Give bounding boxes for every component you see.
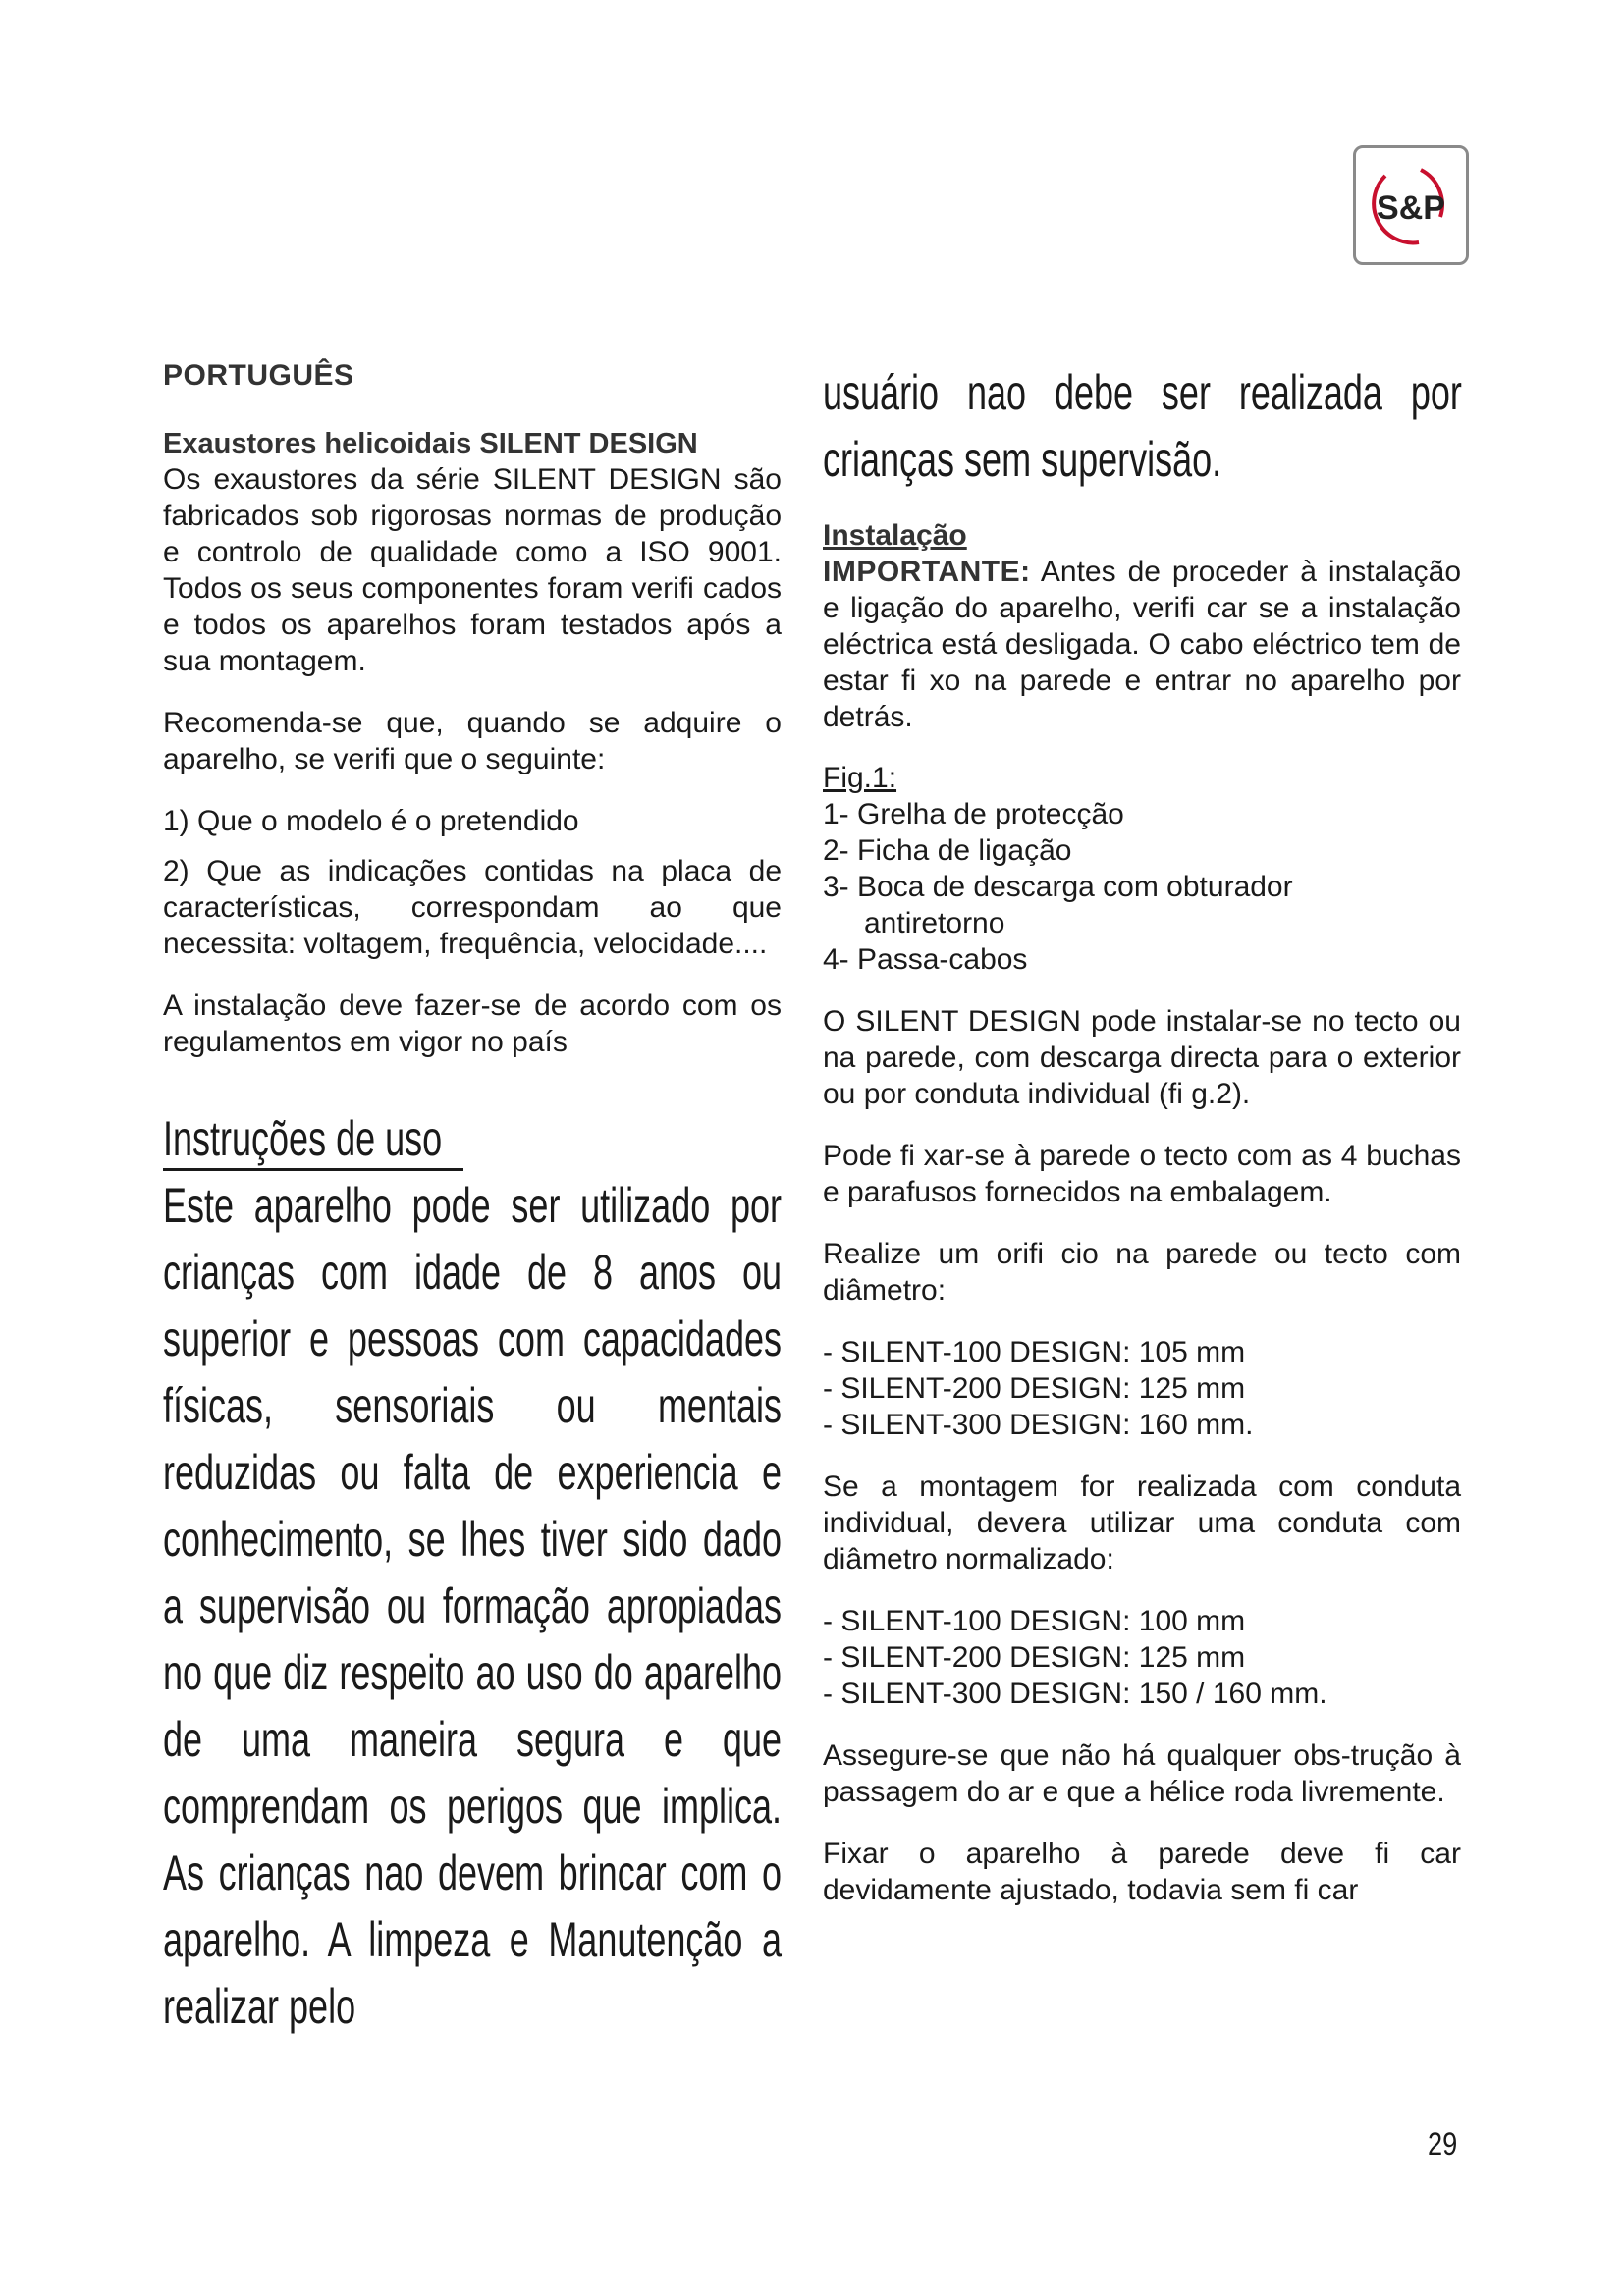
hole-size-3: - SILENT-300 DESIGN: 160 mm.: [823, 1409, 1254, 1441]
hole-paragraph: Realize um orifi cio na parede ou tecto com diâmetro:: [823, 1238, 1461, 1307]
recommendation-paragraph: Recomenda-se que, quando se adquire o aparelho, se verifi que o seguinte:: [163, 707, 782, 775]
duct-size-3: - SILENT-300 DESIGN: 150 / 160 mm.: [823, 1678, 1327, 1710]
left-column: [163, 359, 782, 2040]
logo-text: S&P: [1377, 189, 1445, 227]
fig-item-4: 4- Passa-cabos: [823, 943, 1028, 976]
usage-text: Este aparelho pode ser utilizado por crianças com idade de 8 anos ou superior e pessoas com capacidades físicas, sensoriais ou mentais reduzidas ou falta de experiencia e conhecimento, se lhes tiver sido dado a supervisão ou formação apropiadas no que diz respeito ao uso do aparelho de uma maneira segura e que comprendam os perigos que implica. As crianças nao devem brincar com o aparelho. A limpeza e Manutenção a realizar pelo: [163, 1178, 782, 2034]
check-item-2: 2) Que as indicações contidas na placa de características, correspondam ao que necessita: voltagem, frequência, velocidade....: [163, 855, 782, 960]
installation-paragraph: O SILENT DESIGN pode instalar-se no tecto ou na parede, com descarga directa para o exterior ou por conduta individual (fi g.2).: [823, 1005, 1461, 1110]
check-item-1: 1) Que o modelo é o pretendido: [163, 805, 579, 837]
usage-heading: [163, 1109, 782, 1172]
fig-item-2: 2- Ficha de ligação: [823, 834, 1072, 867]
product-title: Exaustores helicoidais SILENT DESIGN: [163, 428, 698, 459]
important-label: IMPORTANTE:: [823, 556, 1031, 588]
airflow-paragraph: Assegure-se que não há qualquer obs-trução à passagem do ar e que a hélice roda livremente.: [823, 1739, 1461, 1808]
important-paragraph: [823, 554, 1461, 735]
brand-logo: [1353, 145, 1469, 265]
figure-title: Fig.1:: [823, 762, 897, 794]
duct-size-2: - SILENT-200 DESIGN: 125 mm: [823, 1641, 1246, 1674]
language-label: PORTUGUÊS: [163, 359, 354, 392]
regulation-paragraph: A instalação deve fazer-se de acordo com os regulamentos em vigor no país: [163, 989, 782, 1058]
right-column: [823, 359, 1461, 1908]
fig-item-3: 3- Boca de descarga com obturador: [823, 871, 1293, 903]
duct-size-1: - SILENT-100 DESIGN: 100 mm: [823, 1605, 1246, 1637]
hole-size-1: - SILENT-100 DESIGN: 105 mm: [823, 1336, 1246, 1368]
fig-item-1: 1- Grelha de protecção: [823, 798, 1124, 830]
fig-item-3-cont: antiretorno: [864, 907, 1005, 939]
intro-paragraph: Os exaustores da série SILENT DESIGN são fabricados sob rigorosas normas de produção e controlo de qualidade como a ISO 9001. Todos os seus componentes foram verifi cados e todos os aparelhos foram testados após a sua montagem.: [163, 463, 782, 677]
hole-size-2: - SILENT-200 DESIGN: 125 mm: [823, 1372, 1246, 1405]
heading-underline: [163, 1168, 463, 1171]
duct-paragraph: Se a montagem for realizada com conduta individual, devera utilizar uma conduta com diâmetro normalizado:: [823, 1470, 1461, 1575]
important-text: Antes de proceder à instalação e ligação do aparelho, verifi car se a instalação eléctrica está desligada. O cabo eléctrico tem de estar fi xo na parede e entrar no aparelho por detrás.: [823, 556, 1461, 733]
fixing-paragraph: Pode fi xar-se à parede o tecto com as 4 buchas e parafusos fornecidos na embalagem.: [823, 1140, 1461, 1208]
usage-heading-text: Instruções de uso: [163, 1111, 443, 1166]
usage-continued: usuário nao debe ser realizada por crianças sem supervisão.: [823, 365, 1462, 487]
installation-title: Instalação: [823, 519, 967, 552]
mounting-paragraph: Fixar o aparelho à parede deve fi car devidamente ajustado, todavia sem fi car: [823, 1838, 1461, 1906]
page-number: 29: [1428, 2126, 1458, 2162]
sp-logo-icon: [1356, 148, 1466, 262]
